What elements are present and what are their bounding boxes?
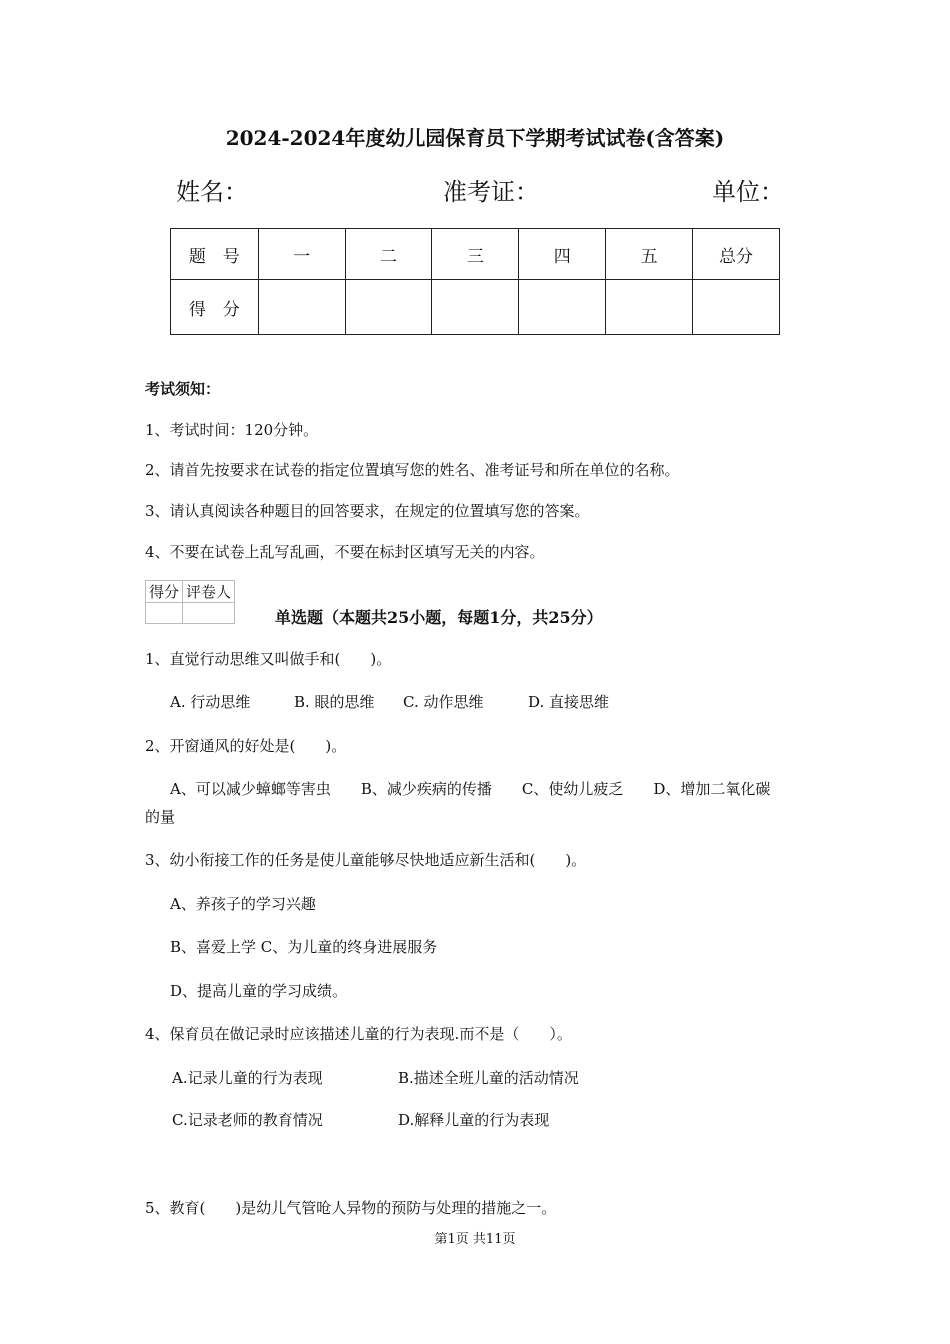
- question-text: 4、保育员在做记录时应该描述儿童的行为表现.而不是（ ）。: [145, 1025, 572, 1043]
- grader-name-label: 评卷人: [183, 581, 235, 603]
- answer-option: D.解释儿童的行为表现: [398, 1111, 550, 1129]
- answer-options-line: 的量: [145, 808, 176, 826]
- score-cell[interactable]: [519, 280, 606, 335]
- note-item: 1、考试时间：120分钟。: [145, 421, 319, 439]
- answer-option: B. 眼的思维: [294, 693, 375, 711]
- answer-option: A. 行动思维: [170, 693, 251, 711]
- answer-option: B.描述全班儿童的活动情况: [398, 1069, 579, 1087]
- notes-heading: 考试须知：: [145, 380, 221, 398]
- grader-score-label: 得分: [146, 581, 183, 603]
- score-cell[interactable]: [606, 280, 693, 335]
- note-item: 3、请认真阅读各种题目的回答要求，在规定的位置填写您的答案。: [145, 502, 590, 520]
- score-table-score-row: [171, 280, 780, 335]
- answer-option: B、喜爱上学 C、为儿童的终身进展服务: [170, 938, 438, 956]
- note-item: 2、请首先按要求在试卷的指定位置填写您的姓名、准考证号和所在单位的名称。: [145, 461, 680, 479]
- score-header-cell: 四: [519, 229, 606, 280]
- answer-option: C. 动作思维: [403, 693, 484, 711]
- answer-option: D、提高儿童的学习成绩。: [170, 982, 348, 1000]
- page-footer: 第1页 共11页: [434, 1232, 516, 1247]
- unit-field-label: 单位：: [712, 178, 784, 206]
- score-header-cell: 五: [606, 229, 693, 280]
- exam-number-field-label: 准考证：: [443, 178, 539, 206]
- score-cell[interactable]: [258, 280, 345, 335]
- score-cell[interactable]: [345, 280, 432, 335]
- grader-score-cell[interactable]: [146, 603, 183, 624]
- grader-box: [145, 580, 235, 624]
- question-text: 3、幼小衔接工作的任务是使儿童能够尽快地适应新生活和( )。: [145, 851, 587, 869]
- score-header-cell: 总分: [693, 229, 780, 280]
- question-text: 5、教育( )是幼儿气管呛人异物的预防与处理的措施之一。: [145, 1199, 557, 1217]
- question-text: 1、直觉行动思维又叫做手和( )。: [145, 650, 392, 668]
- exam-title: 2024-2024年度幼儿园保育员下学期考试试卷(含答案): [225, 126, 725, 150]
- score-header-cell: 一: [258, 229, 345, 280]
- score-header-cell: 题 号: [171, 229, 259, 280]
- answer-options-line: A、可以减少蟑螂等害虫 B、减少疾病的传播 C、使幼儿疲乏 D、增加二氧化碳: [170, 780, 771, 798]
- grader-name-cell[interactable]: [183, 603, 235, 624]
- answer-option: C.记录老师的教育情况: [172, 1111, 323, 1129]
- score-row-label: 得 分: [171, 280, 259, 335]
- answer-option: D. 直接思维: [528, 693, 610, 711]
- score-cell[interactable]: [432, 280, 519, 335]
- answer-option: A、养孩子的学习兴趣: [170, 895, 316, 913]
- score-header-cell: 二: [345, 229, 432, 280]
- score-table: [170, 228, 780, 335]
- note-item: 4、不要在试卷上乱写乱画，不要在标封区填写无关的内容。: [145, 543, 545, 561]
- score-table-header-row: [171, 229, 780, 280]
- answer-option: A.记录儿童的行为表现: [172, 1069, 323, 1087]
- name-field-label: 姓名：: [176, 178, 248, 206]
- section-title: 单选题（本题共25小题，每题1分，共25分）: [275, 608, 603, 627]
- score-cell[interactable]: [693, 280, 780, 335]
- question-text: 2、开窗通风的好处是( )。: [145, 737, 347, 755]
- score-header-cell: 三: [432, 229, 519, 280]
